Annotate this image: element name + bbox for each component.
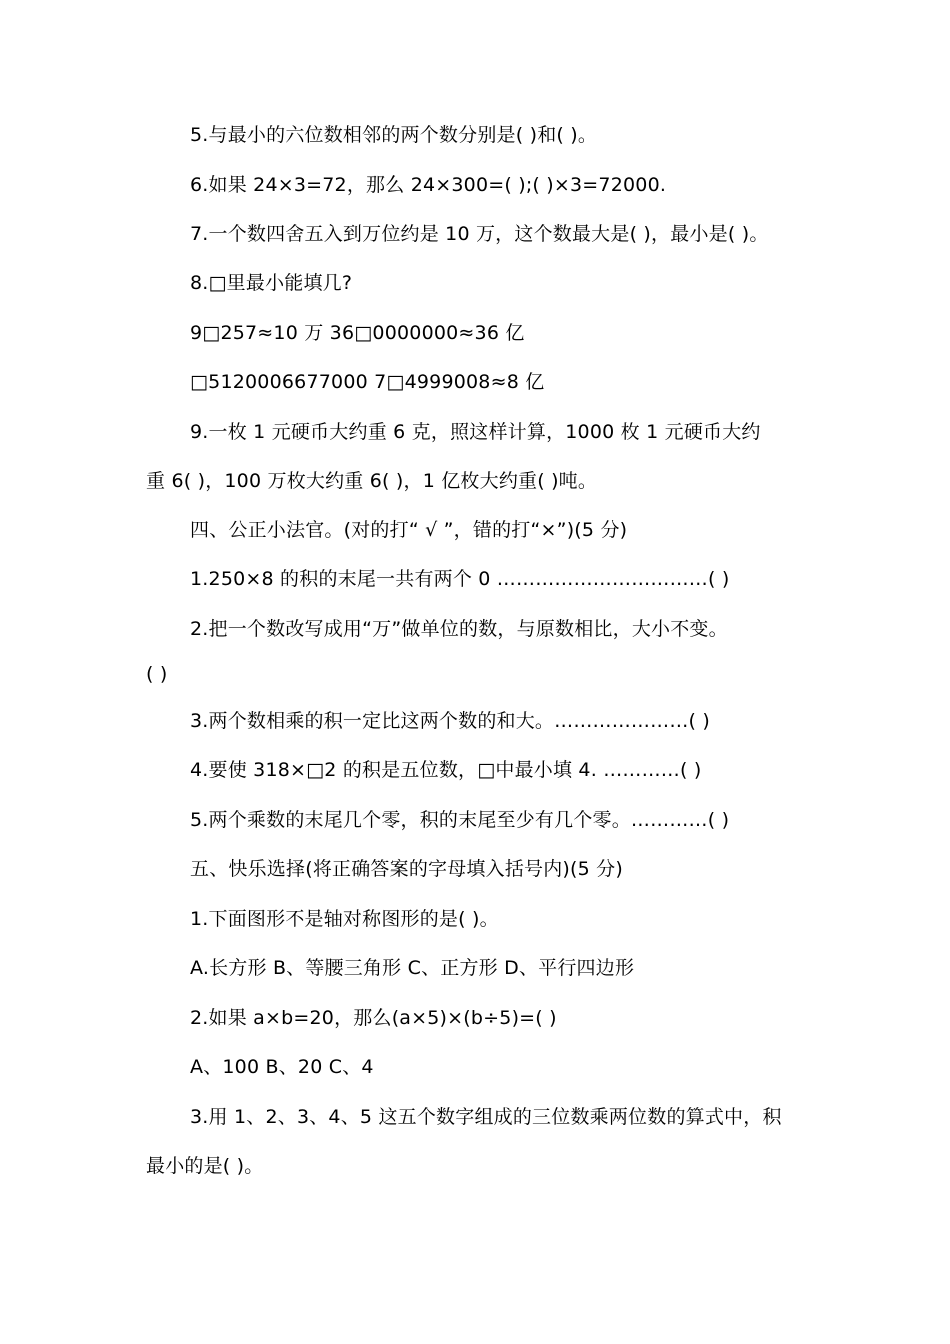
question-9-text-line-1: 9.一枚 1 元硬币大约重 6 克，照这样计算，1000 枚 1 元硬币大约 (190, 421, 761, 443)
choice-question-3-line-2: 最小的是( )。 (146, 1155, 264, 1177)
section-5-heading: 五、快乐选择(将正确答案的字母填入括号内)(5 分) (190, 858, 623, 880)
judge-item-4: 4.要使 318×□2 的积是五位数，□中最小填 4. …………( ) (190, 759, 702, 781)
choice-question-1: 1.下面图形不是轴对称图形的是( )。 (190, 908, 499, 930)
question-8-item-row-1: 9□257≈10 万 36□0000000≈36 亿 (190, 322, 525, 344)
choice-question-3-line-1: 3.用 1、2、3、4、5 这五个数字组成的三位数乘两位数的算式中，积 (190, 1106, 782, 1128)
judge-item-2-line-1: 2.把一个数改写成用“万”做单位的数，与原数相比，大小不变。 (190, 618, 728, 640)
question-8-text: 8.□里最小能填几? (190, 272, 353, 294)
judge-item-2-line-2: ( ) (146, 663, 168, 685)
judge-item-3: 3.两个数相乘的积一定比这两个数的和大。…………………( ) (190, 710, 710, 732)
question-9-text-line-2: 重 6( )，100 万枚大约重 6( )，1 亿枚大约重( )吨。 (146, 470, 598, 492)
choice-question-2: 2.如果 a×b=20，那么(a×5)×(b÷5)=( ) (190, 1007, 557, 1029)
question-7-text: 7.一个数四舍五入到万位约是 10 万，这个数最大是( )，最小是( )。 (190, 223, 769, 245)
section-4-heading: 四、公正小法官。(对的打“ √ ”，错的打“×”)(5 分) (190, 519, 628, 541)
choice-question-2-options: A、100 B、20 C、4 (190, 1056, 374, 1078)
question-6-text: 6.如果 24×3=72，那么 24×300=( );( )×3=72000. (190, 174, 667, 196)
judge-item-5: 5.两个乘数的末尾几个零，积的末尾至少有几个零。…………( ) (190, 809, 730, 831)
choice-question-1-options: A.长方形 B、等腰三角形 C、正方形 D、平行四边形 (190, 957, 635, 979)
question-5-text: 5.与最小的六位数相邻的两个数分别是( )和( )。 (190, 124, 598, 146)
judge-item-1: 1.250×8 的积的末尾一共有两个 0 ……………………………( ) (190, 568, 730, 590)
question-8-item-row-2: □5120006677000 7□4999008≈8 亿 (190, 371, 545, 393)
